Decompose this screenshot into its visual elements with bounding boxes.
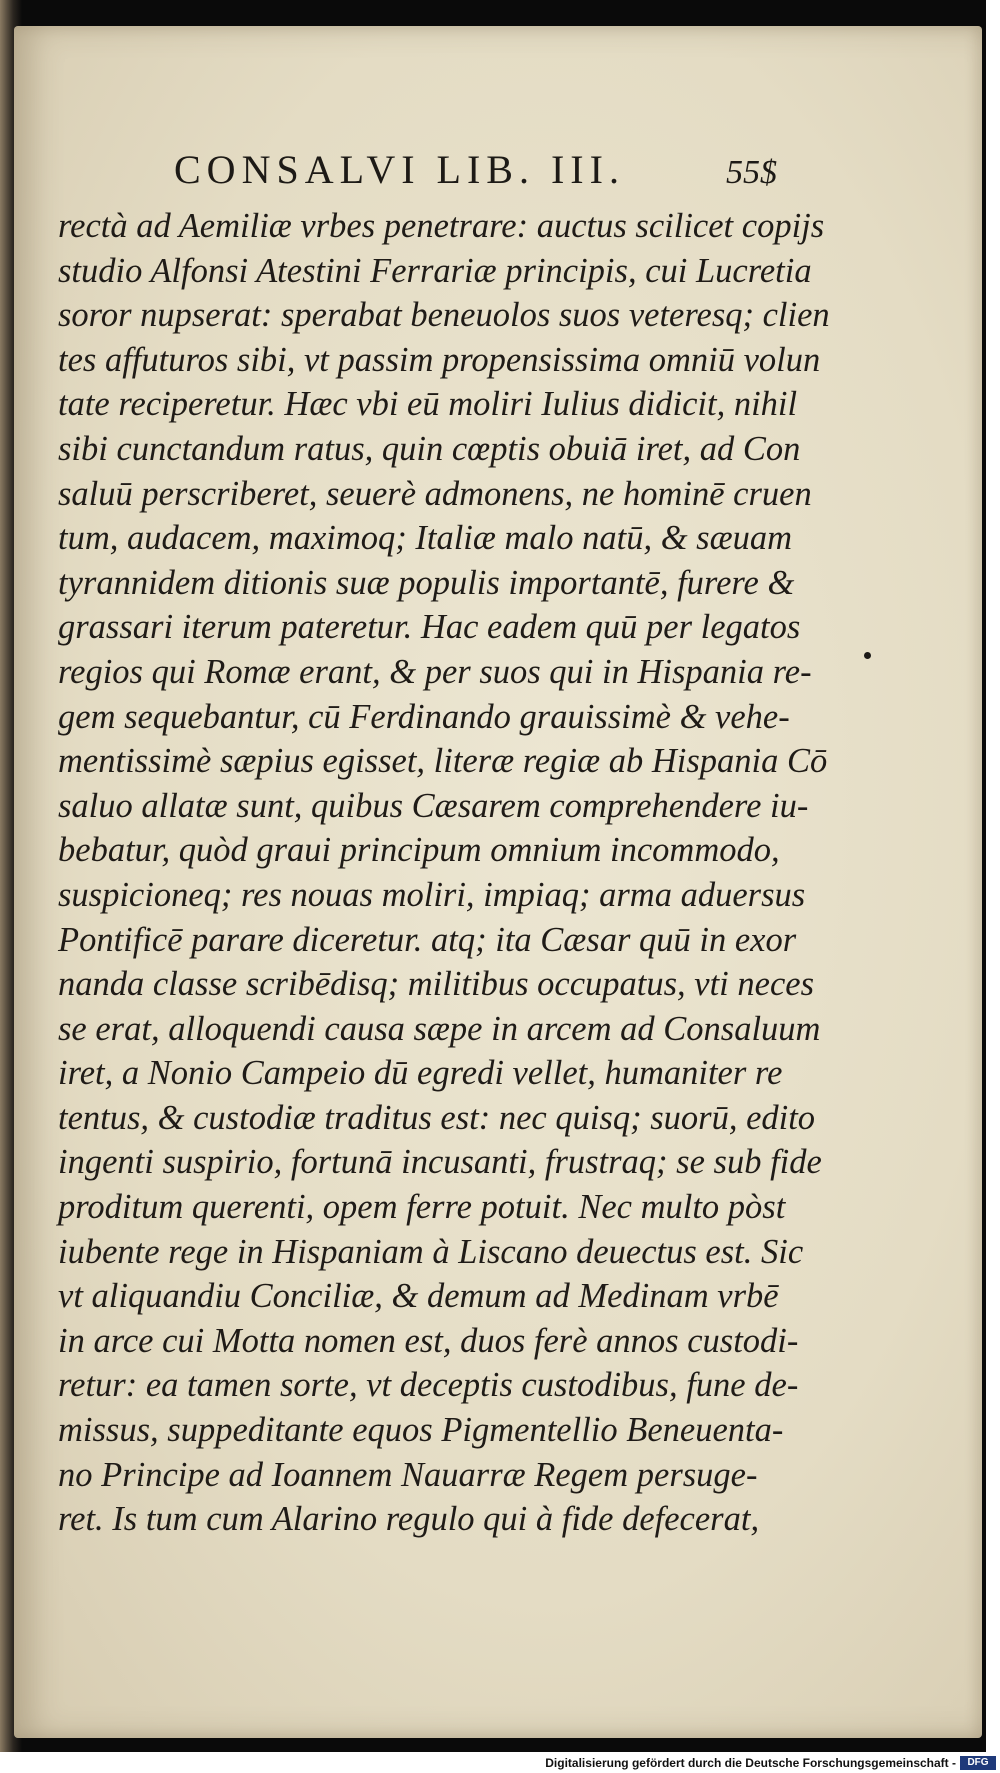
- body-text: [58, 204, 830, 1542]
- text-line: ingenti suspirio, fortunā incusanti, frustraq; se sub fide: [58, 1143, 822, 1182]
- text-line: tentus, & custodiæ traditus est: nec quisq; suorū, edito: [58, 1098, 816, 1137]
- text-line: Pontificē parare diceretur. atq; ita Cæsar quū in exor: [58, 920, 797, 959]
- text-line: in arce cui Motta nomen est, duos ferè annos custodi-: [58, 1321, 799, 1360]
- text-line: proditum querenti, opem ferre potuit. Nec multo pòst: [58, 1188, 786, 1227]
- text-line: tes affuturos sibi, vt passim propensissima omniū volun: [58, 340, 821, 379]
- text-line: saluū perscriberet, seuerè admonens, ne hominē cruen: [58, 474, 812, 513]
- text-line: tum, audacem, maximoq; Italiæ malo natū, & sæuam: [58, 519, 793, 558]
- text-line: tate reciperetur. Hæc vbi eū moliri Iulius didicit, nihil: [58, 385, 798, 424]
- text-line: vt aliquandiu Conciliæ, & demum ad Medinam vrbē: [58, 1277, 779, 1316]
- text-line: tyrannidem ditionis suæ populis importantē, furere &: [58, 563, 795, 602]
- page-number: 55$: [726, 154, 777, 191]
- digitization-credit: Digitalisierung gefördert durch die Deutsche Forschungsgemeinschaft -: [545, 1756, 956, 1770]
- running-head: CONSALVI LIB. III.: [174, 147, 625, 192]
- text-line: se erat, alloquendi causa sæpe in arcem ad Consaluum: [58, 1009, 821, 1048]
- text-line: grassari iterum pateretur. Hac eadem quū per legatos: [58, 608, 801, 647]
- book-page: [14, 26, 982, 1738]
- text-line: iret, a Nonio Campeio dū egredi vellet, humaniter re: [58, 1054, 783, 1093]
- text-line: sibi cunctandum ratus, quin cœptis obuiā iret, ad Con: [58, 429, 801, 468]
- ink-speck: [864, 652, 871, 659]
- text-line: mentissimè sæpius egisset, literæ regiæ ab Hispania Cō: [58, 742, 828, 781]
- text-line: nanda classe scribēdisq; militibus occupatus, vti neces: [58, 965, 815, 1004]
- text-line: regios qui Romæ erant, & per suos qui in Hispania re-: [58, 652, 812, 691]
- text-line: suspicioneq; res nouas moliri, impiaq; arma aduersus: [58, 875, 806, 914]
- text-line: soror nupserat: sperabat beneuolos suos veteresq; clien: [58, 296, 830, 335]
- text-line: retur: ea tamen sorte, vt deceptis custodibus, fune de-: [58, 1366, 799, 1405]
- text-line: rectà ad Aemiliæ vrbes penetrare: auctus scilicet copijs: [58, 207, 825, 245]
- text-line: no Principe ad Ioannem Nauarræ Regem persuge-: [58, 1455, 758, 1494]
- dfg-logo: DFG: [960, 1756, 996, 1770]
- text-line: saluo allatæ sunt, quibus Cæsarem comprehendere iu-: [58, 786, 809, 825]
- text-line: gem sequebantur, cū Ferdinando grauissimè & vehe-: [58, 697, 790, 736]
- text-line: missus, suppeditante equos Pigmentellio Beneuenta-: [58, 1411, 784, 1450]
- text-line: iubente rege in Hispaniam à Liscano deuectus est. Sic: [58, 1232, 804, 1271]
- text-line: ret. Is tum cum Alarino regulo qui à fide defecerat,: [58, 1500, 760, 1539]
- text-line: bebatur, quòd graui principum omnium incommodo,: [58, 831, 780, 870]
- text-line: studio Alfonsi Atestini Ferrariæ principis, cui Lucretia: [58, 251, 812, 290]
